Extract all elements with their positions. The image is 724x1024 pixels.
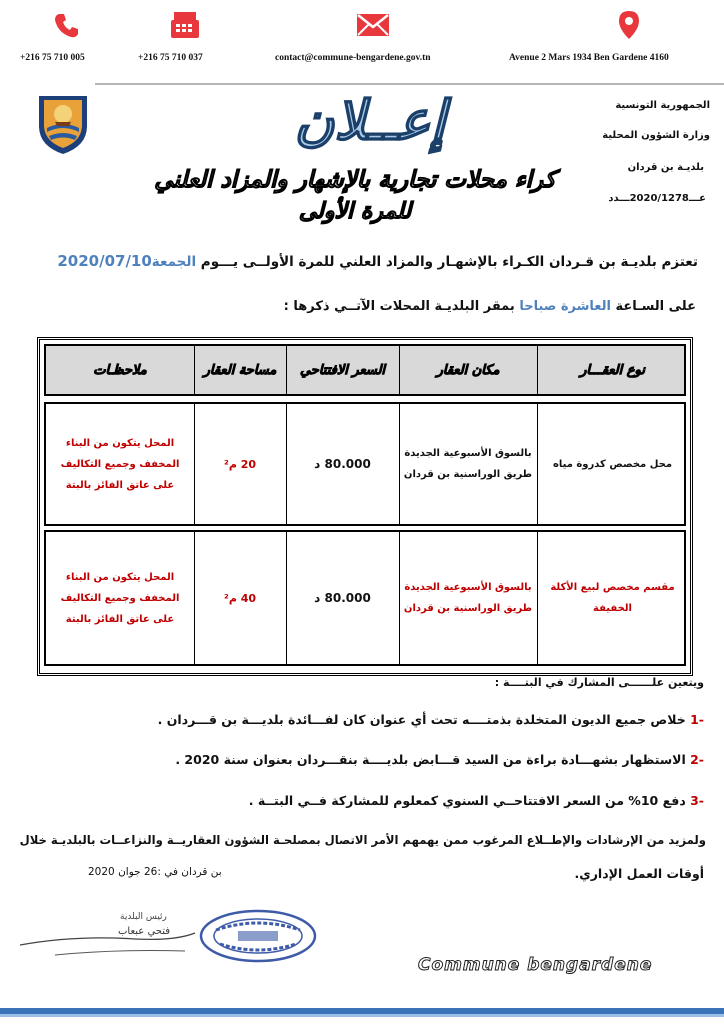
condition-number: -3 (690, 793, 704, 808)
signature-title: رئيس البلدية (120, 912, 167, 922)
location-pin-icon (612, 8, 646, 42)
header-type: نوع العقـــار (580, 362, 645, 378)
footer-brand: Commune bengardene (418, 955, 653, 975)
header-notes: ملاحظـات (93, 362, 147, 378)
official-stamp (198, 908, 318, 964)
condition-item: -2 الاستظهار بشهـــادة براءة من السيد قـــابض بلديــــة بنقـــردان بعنوان سنة 2020 . (175, 752, 704, 767)
announcement-subtitle-2: للمرة الأولى (298, 198, 412, 224)
phone-number[interactable]: +216 75 710 005 (20, 53, 85, 63)
more-info-line-2: أوقات العمل الإداري. (574, 866, 704, 881)
ministry-label: وزارة الشؤون المحلية (602, 130, 710, 141)
header-place: مكان العقار (436, 362, 500, 378)
table-row (44, 402, 686, 526)
intro-time-text: على السـاعة (610, 299, 696, 314)
row-area: 40 م² (223, 591, 257, 605)
header-area: مساحة العقار (203, 362, 277, 378)
announcement-title: إعــلان (294, 88, 446, 152)
condition-item: -1 خلاص جميع الديون المتخلدة بذمتــــه تحت أي عنوان كان لفـــائدة بلديـــة بن قـــردان . (157, 712, 704, 727)
footer-bar-accent (0, 1014, 724, 1017)
condition-number: -2 (690, 752, 704, 767)
conditions-lead: ويتعين علــــــى المشارك في البتــــة : (494, 676, 704, 689)
intro-paragraph (57, 252, 698, 270)
row-type: محل مخصص كدروة مياه (552, 458, 673, 470)
reference-number: عـــ2020/1278ـــدد (608, 193, 706, 204)
condition-item: -3 دفع 10% من السعر الافتتاحــي السنوي كمعلوم للمشاركة فــي البتــة . (248, 793, 704, 808)
intro-text: تعتزم بلديـة بن قـردان الكـراء بالإشهـار والمزاد العلني للمرة الأولــى يـــوم (196, 254, 698, 270)
intro-time-value: العاشرة صباحا (519, 299, 611, 314)
municipality-logo (35, 92, 91, 156)
intro-time-rest: بمقر البلديـة المحلات الآتــي ذكرها : (283, 299, 520, 314)
row-price: 80.000 د (314, 456, 371, 471)
row-place: بالسوق الأسبوعية الجديدة طريق الوراسنية بن قردان (403, 448, 533, 480)
intro-date: 2020/07/10 (57, 252, 152, 270)
announcement-subtitle: كراء محلات تجارية بالإشهار والمزاد العلني (154, 166, 556, 193)
signature-name: فتحي عبعاب (118, 926, 171, 937)
table-row (44, 530, 686, 666)
email-link[interactable]: contact@commune-bengardene.gov.tn (275, 53, 431, 63)
envelope-icon (355, 8, 391, 42)
more-info-line: ولمزيد من الإرشادات والإطــلاع المرغوب ممن يهمهم الأمر الاتصال بمصلحـة الشؤون العقاريــة والنزاعــات بالبلديـة خلال (19, 833, 706, 847)
row-notes: المحل يتكون من البناء المخفف وجميع التكاليف على عاتق الفائز بالبتة (60, 571, 180, 625)
address: Avenue 2 Mars 1934 Ben Gardene 4160 (509, 53, 669, 63)
table-header-row (44, 344, 686, 396)
row-area: 20 م² (223, 457, 257, 471)
fax-number[interactable]: +216 75 710 037 (138, 53, 203, 63)
row-place: بالسوق الأسبوعية الجديدة طريق الوراسنية بن قردان (403, 582, 533, 614)
phone-icon (50, 8, 84, 42)
row-notes: المحل يتكون من البناء المخفف وجميع التكاليف على عاتق الفائز بالبتة (60, 437, 180, 491)
header-divider (95, 83, 724, 85)
republic-label: الجمهورية التونسية (615, 100, 710, 111)
fax-icon (168, 8, 202, 42)
intro-time (284, 299, 696, 314)
municipality-label: بلديـة بن قردان (627, 162, 704, 173)
condition-number: -1 (690, 712, 704, 727)
header-price: السعر الافتتاحي (299, 362, 386, 378)
properties-table (37, 337, 693, 676)
document-date: بن قردان في :26 جوان 2020 (88, 866, 222, 878)
intro-day: الجمعة (151, 254, 197, 270)
row-type: مقسم مخصص لبيع الأكلة الخفيفة (550, 582, 675, 614)
row-price: 80.000 د (314, 590, 371, 605)
